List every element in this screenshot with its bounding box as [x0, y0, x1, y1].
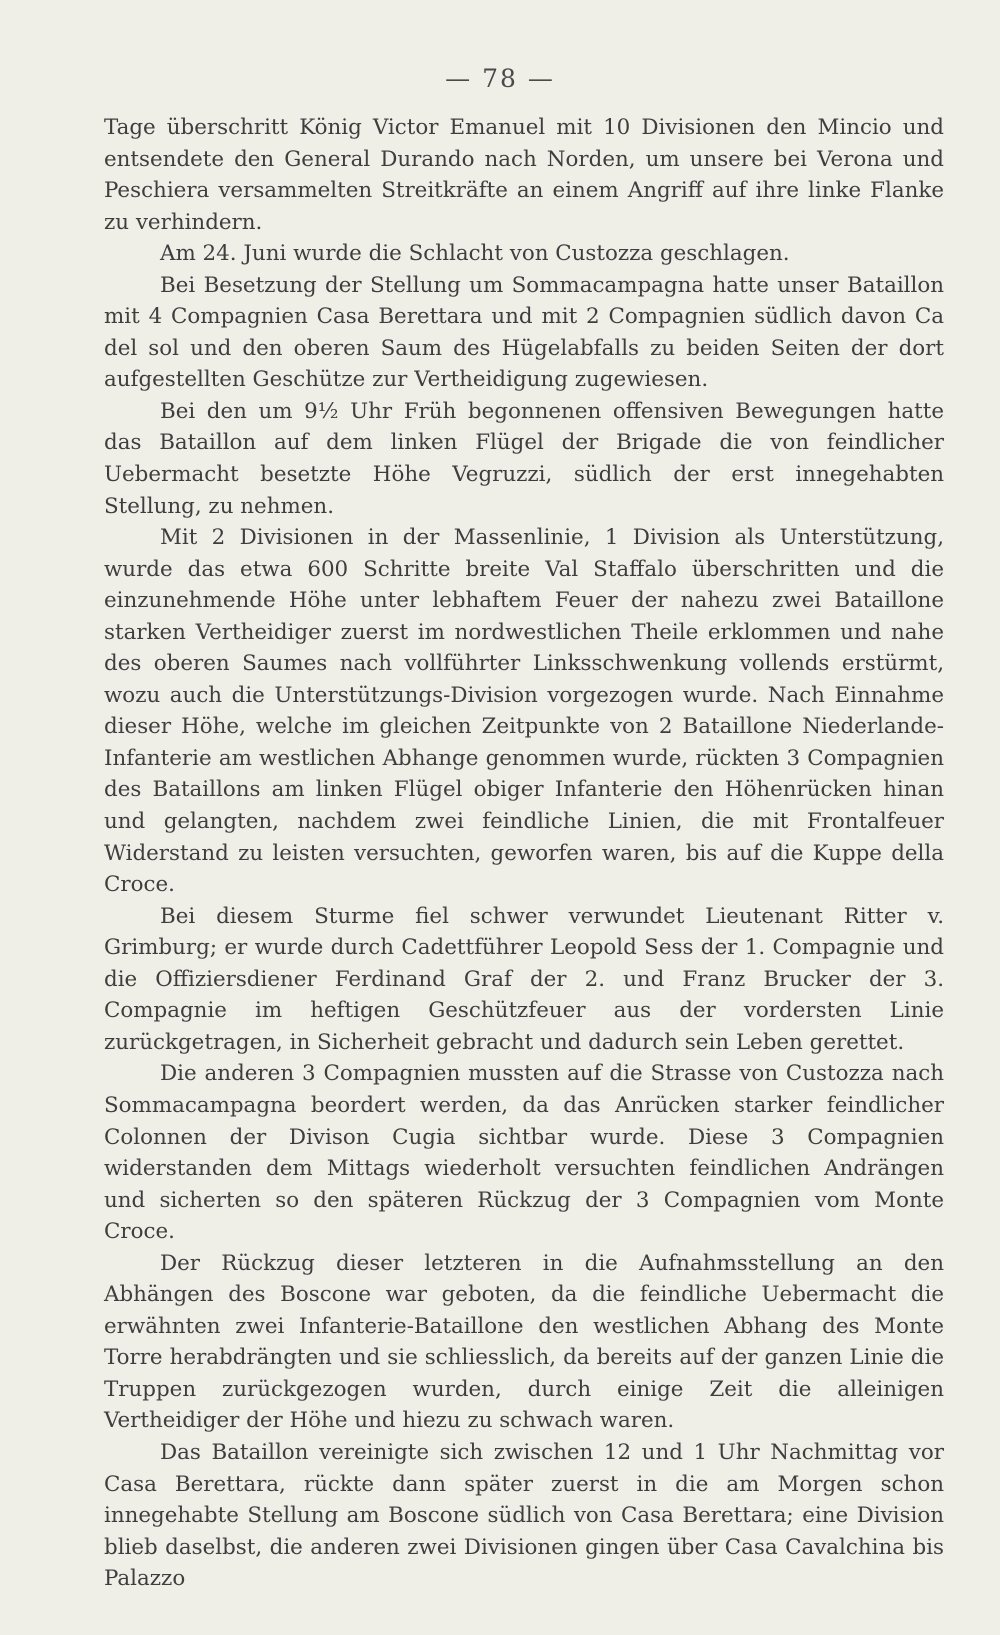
paragraph: Das Bataillon vereinigte sich zwischen 12 und 1 Uhr Nachmittag vor Casa Berettara, rückte dann später zuerst in die am Morgen schon innegehabte Stellung am Boscone südlich von Casa Berettara; eine Division blieb daselbst, die anderen zwei Divisionen gingen über Casa Cavalchina bis Palazzo	[104, 1439, 944, 1592]
paragraph: Mit 2 Divisionen in der Massenlinie, 1 Division als Unterstützung, wurde das etwa 600 Schritte breite Val Staffalo überschritten und die einzunehmende Höhe unter lebhaftem Feuer der nahezu zwei Bataillone starken Vertheidiger zuerst im nordwestlichen Theile erklommen und nahe des oberen Saumes nach vollführter Linksschwenkung vollends erstürmt, wozu auch die Unterstützungs-Division vorgezogen wurde. Nach Einnahme dieser Höhe, welche im gleichen Zeitpunkte von 2 Bataillone Niederlande-Infanterie am westlichen Abhange genommen wurde, rückten 3 Compagnien des Bataillons am linken Flügel obiger Infanterie den Höhenrücken hinan und gelangten, nachdem zwei feindliche Linien, die mit Frontalfeuer Widerstand zu leisten versuchten, geworfen waren, bis auf die Kuppe della Croce.	[104, 525, 944, 898]
paragraph: Bei diesem Sturme fiel schwer verwundet Lieutenant Ritter v. Grimburg; er wurde durch Cadettführer Leopold Sess der 1. Compagnie und die Offiziersdiener Ferdinand Graf der 2. und Franz Brucker der 3. Compagnie im heftigen Geschützfeuer aus der vordersten Linie zurückgetragen, in Sicherheit gebracht und dadurch sein Leben gerettet.	[104, 903, 944, 1055]
paragraph-continuation: Tage überschritt König Victor Emanuel mit 10 Divisionen den Mincio und entsendete den General Durando nach Norden, um unsere bei Verona und Peschiera versammelten Streitkräfte an einem Angriff auf ihre linke Flanke zu verhindern.	[104, 115, 944, 235]
paragraph: Bei den um 9½ Uhr Früh begonnenen offensiven Bewegungen hatte das Bataillon auf dem linken Flügel der Brigade die von feindlicher Uebermacht besetzte Höhe Vegruzzi, südlich der erst innegehabten Stellung, zu nehmen.	[104, 398, 944, 519]
paragraph: Der Rückzug dieser letzteren in die Aufnahmsstellung an den Abhängen des Boscone war geboten, da die feindliche Uebermacht die erwähnten zwei Infanterie-Bataillone den westlichen Abhang des Monte Torre herabdrängten und sie schliesslich, da bereits auf der ganzen Linie die Truppen zurückgezogen wurden, durch einige Zeit die alleinigen Vertheidiger der Höhe und hiezu zu schwach waren.	[104, 1250, 944, 1434]
page-number: — 78 —	[445, 64, 555, 93]
paragraph: Am 24. Juni wurde die Schlacht von Custozza geschlagen.	[160, 241, 790, 267]
paragraph: Bei Besetzung der Stellung um Sommacampagna hatte unser Bataillon mit 4 Compagnien Casa Berettara und mit 2 Compagnien südlich davon Ca del sol und den oberen Saum des Hügelabfalls zu beiden Seiten der dort aufgestellten Geschütze zur Vertheidigung zugewiesen.	[104, 272, 944, 393]
body-text	[104, 112, 944, 1595]
paragraph: Die anderen 3 Compagnien mussten auf die Strasse von Custozza nach Sommacampagna beordert werden, da das Anrücken starker feindlicher Colonnen der Divison Cugia sichtbar wurde. Diese 3 Compagnien widerstanden dem Mittags wiederholt versuchten feindlichen Andrängen und sicherten so den späteren Rückzug der 3 Compagnien vom Monte Croce.	[104, 1061, 944, 1245]
